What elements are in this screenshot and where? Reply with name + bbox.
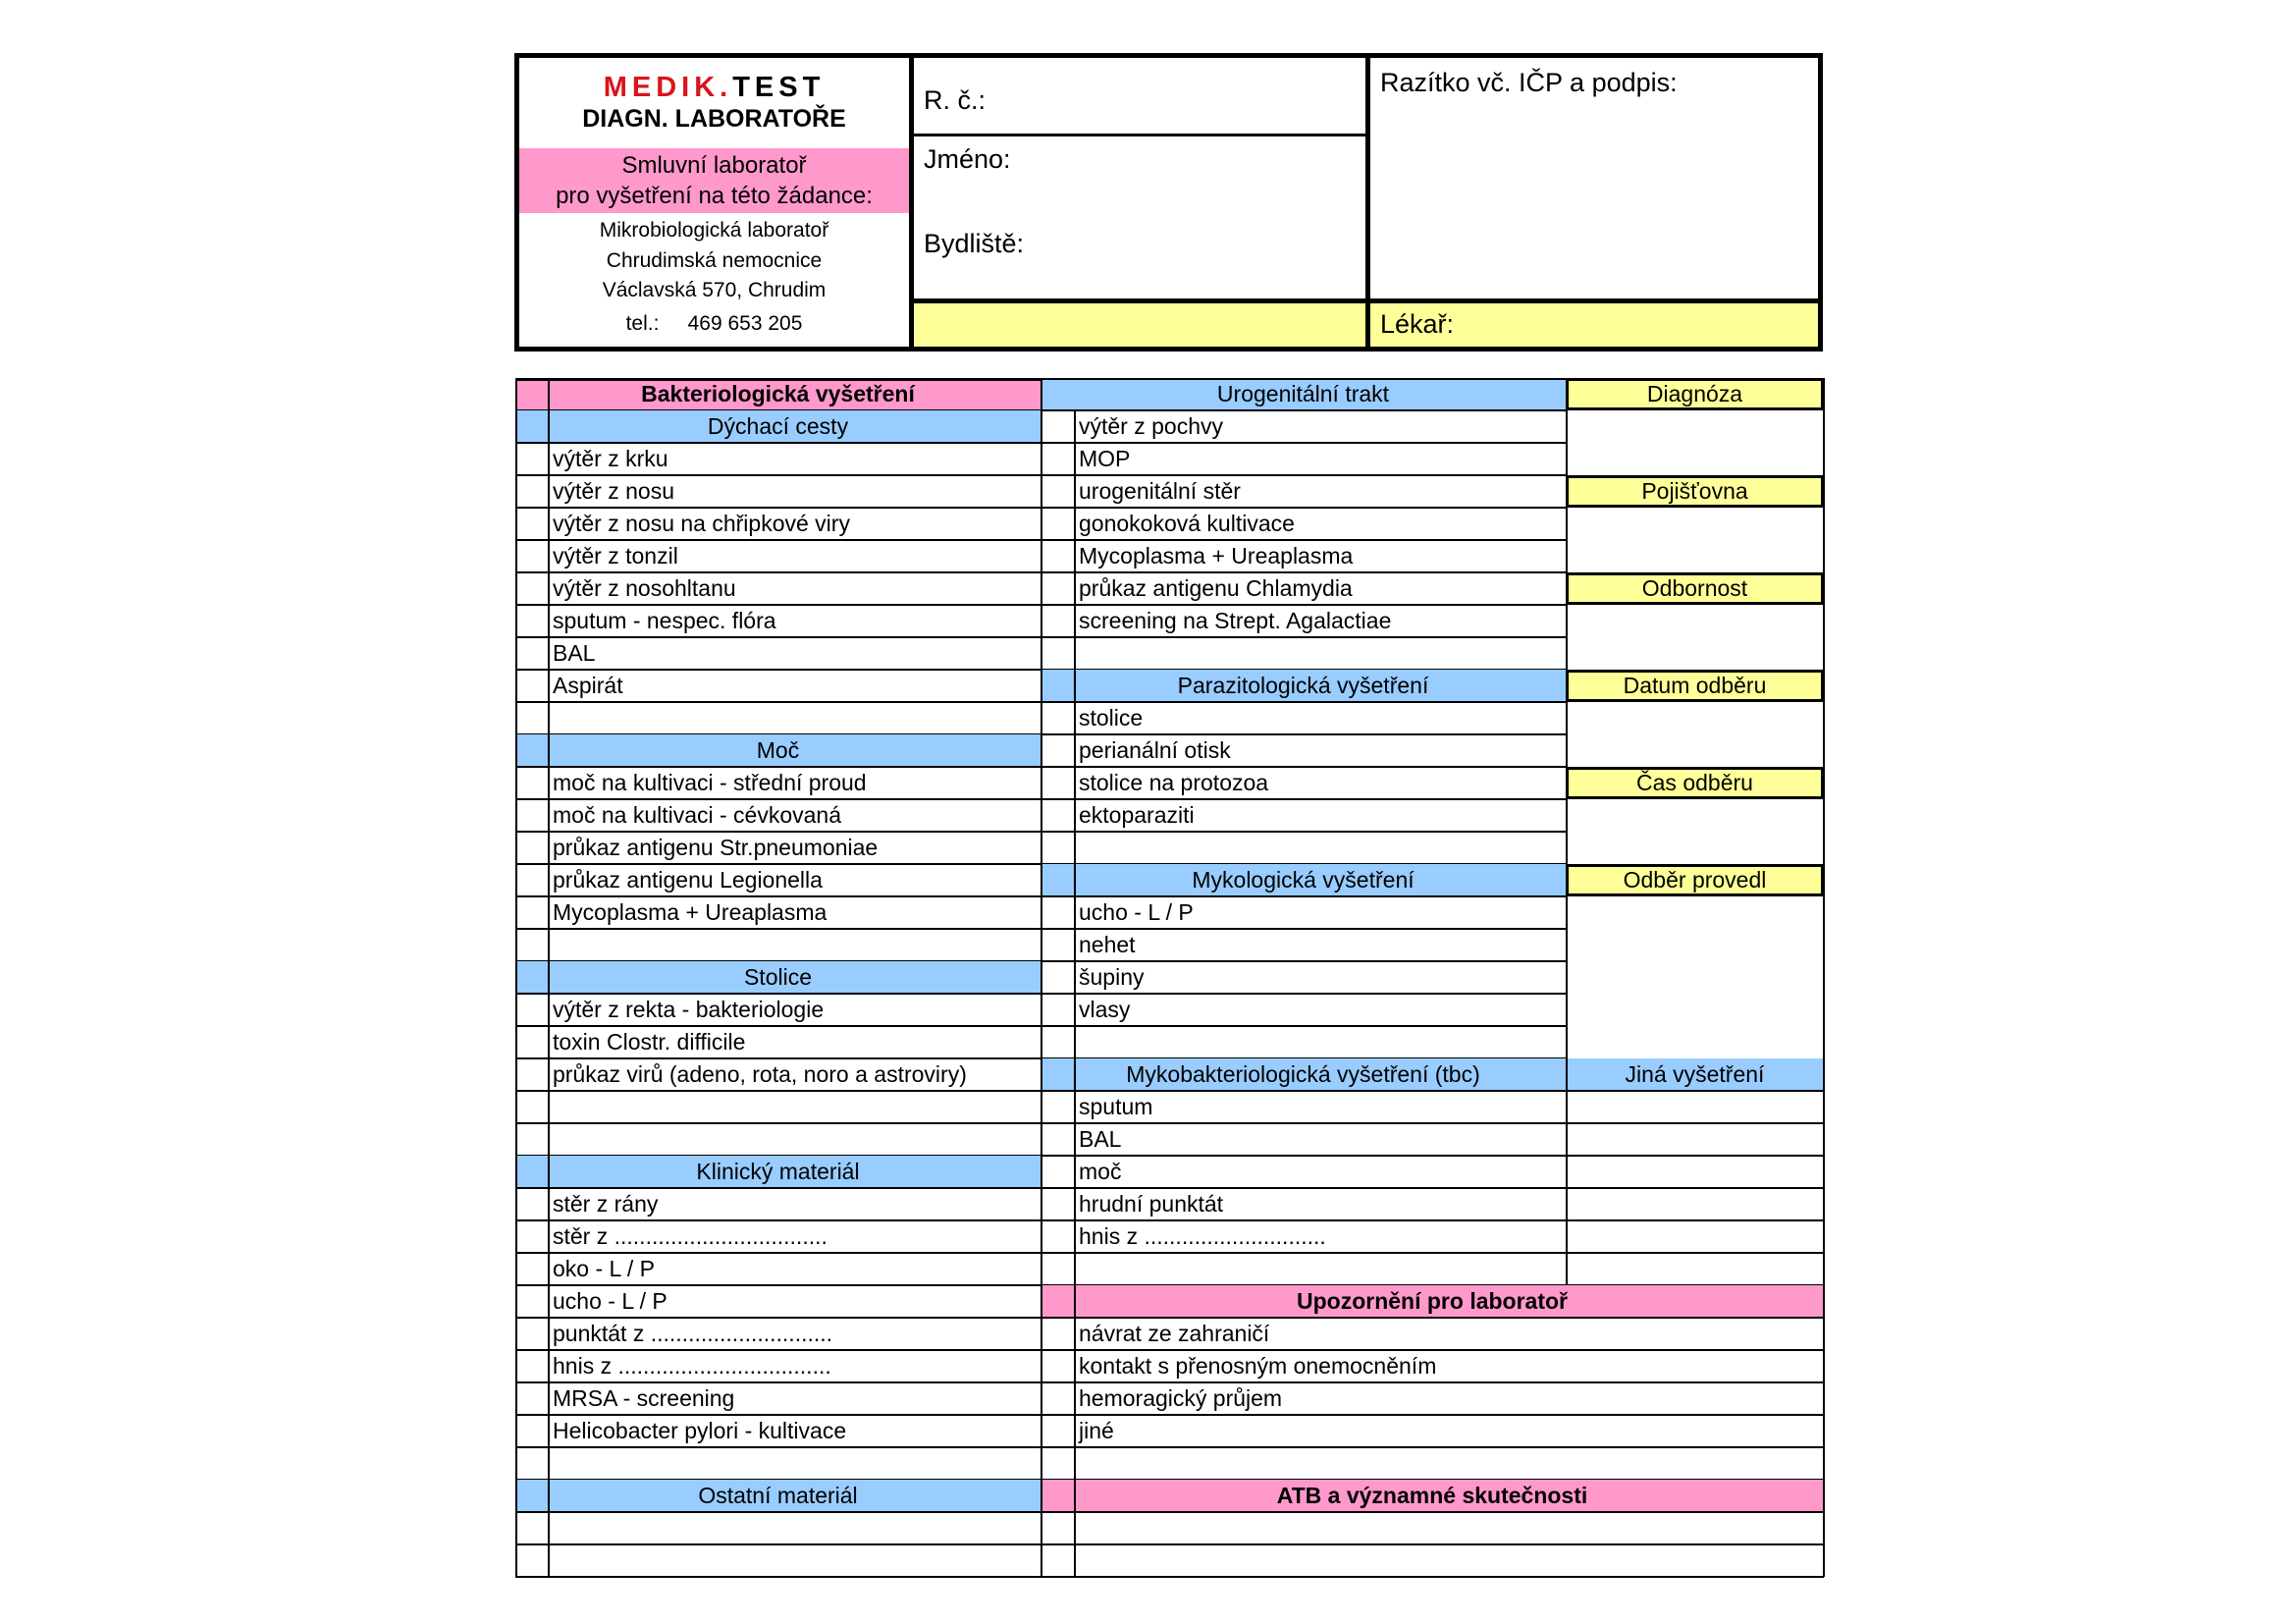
exam-item	[1074, 1253, 1566, 1285]
exam-checkbox[interactable]	[1041, 896, 1074, 929]
exam-item: nehet	[1079, 932, 1136, 957]
exam-item: hnis z .............................	[1079, 1223, 1326, 1249]
exam-checkbox[interactable]	[1041, 929, 1074, 961]
exam-checkbox[interactable]	[1041, 1220, 1074, 1253]
exam-item: MRSA - screening	[553, 1385, 735, 1411]
patient-extra-field[interactable]	[914, 303, 1365, 347]
exam-item: moč	[1079, 1159, 1122, 1184]
patient-info-box	[914, 58, 1370, 347]
notice-checkbox[interactable]	[1041, 1318, 1074, 1350]
bacteriology-header: Bakteriologická vyšetření	[515, 378, 1041, 410]
exam-item: vlasy	[1079, 997, 1131, 1022]
exam-item: ektoparaziti	[1079, 802, 1195, 828]
exam-item: ucho - L / P	[1079, 899, 1194, 925]
atb-checkbox[interactable]	[1041, 1544, 1074, 1577]
exam-checkbox[interactable]	[1041, 1253, 1074, 1285]
exam-checkbox[interactable]	[1041, 443, 1074, 475]
exam-item	[548, 1447, 1041, 1480]
laboratory-info-box	[519, 58, 914, 347]
exam-checkbox[interactable]	[515, 670, 548, 702]
column-divider	[1566, 378, 1568, 1285]
exam-item: oko - L / P	[553, 1256, 655, 1281]
notice-item: návrat ze zahraničí	[1079, 1321, 1270, 1346]
other-exam-row[interactable]	[1566, 1156, 1824, 1188]
exam-checkbox[interactable]	[515, 1318, 548, 1350]
field-label: Pojišťovna	[1641, 478, 1748, 504]
grid-border-left	[515, 378, 517, 1577]
exam-item: výtěr z nosu	[553, 478, 674, 504]
other-exam-row[interactable]	[1566, 1188, 1824, 1220]
exam-checkbox[interactable]	[1041, 994, 1074, 1026]
section-header: Parazitologická vyšetření	[1041, 670, 1566, 702]
row-divider	[1041, 1576, 1824, 1578]
section-header: Moč	[515, 734, 1041, 767]
field-input[interactable]	[1566, 702, 1824, 767]
exam-checkbox[interactable]	[515, 443, 548, 475]
section-header: Klinický materiál	[515, 1156, 1041, 1188]
column-divider	[1041, 378, 1042, 1577]
exam-item: výtěr z rekta - bakteriologie	[553, 997, 825, 1022]
section-header: Stolice	[515, 961, 1041, 994]
section-header: Urogenitální trakt	[1041, 378, 1566, 410]
exam-checkbox[interactable]	[515, 508, 548, 540]
exam-item	[1074, 1026, 1566, 1058]
notice-item	[1074, 1447, 1824, 1480]
field-label: Odběr provedl	[1623, 867, 1767, 893]
exam-item	[548, 1091, 1041, 1123]
exam-checkbox[interactable]	[1041, 734, 1074, 767]
notice-item: jiné	[1079, 1418, 1114, 1443]
exam-checkbox[interactable]	[515, 1382, 548, 1415]
exam-item: stolice	[1079, 705, 1144, 731]
grid-border-top-left	[515, 378, 1041, 381]
exam-checkbox[interactable]	[1041, 508, 1074, 540]
exam-checkbox[interactable]	[1041, 1026, 1074, 1058]
exam-item	[548, 929, 1041, 961]
exam-item: stolice na protozoa	[1079, 770, 1269, 795]
exam-item: výtěr z nosohltanu	[553, 575, 736, 601]
request-header	[514, 53, 1823, 352]
exam-checkbox[interactable]	[515, 702, 548, 734]
field-input[interactable]	[1566, 508, 1824, 572]
exam-item: stěr z ..................................	[553, 1223, 828, 1249]
field-input[interactable]	[1566, 896, 1824, 1058]
contract-lab-banner: Smluvní laboratoř pro vyšetření na této žádance:	[519, 148, 909, 213]
exam-item: šupiny	[1079, 964, 1145, 990]
exam-item: urogenitální stěr	[1079, 478, 1241, 504]
exam-item: hrudní punktát	[1079, 1191, 1224, 1217]
notice-checkbox[interactable]	[1041, 1415, 1074, 1447]
exam-item: punktát z .............................	[553, 1321, 833, 1346]
exam-item: moč na kultivaci - střední proud	[553, 770, 867, 795]
patient-name-address-field[interactable]	[914, 136, 1365, 303]
exam-item: gonokoková kultivace	[1079, 511, 1295, 536]
exam-item: Aspirát	[553, 673, 623, 698]
exam-checkbox[interactable]	[515, 1253, 548, 1285]
exam-checkbox[interactable]	[515, 572, 548, 605]
exam-checkbox[interactable]	[1041, 799, 1074, 832]
exam-item: toxin Clostr. difficile	[553, 1029, 746, 1055]
exam-checkbox[interactable]	[1041, 605, 1074, 637]
atb-item	[1074, 1512, 1824, 1544]
exam-item: sputum	[1079, 1094, 1153, 1119]
field-label: Datum odběru	[1623, 673, 1767, 698]
atb-item	[1074, 1544, 1824, 1577]
exam-item: perianální otisk	[1079, 737, 1231, 763]
exam-checkbox[interactable]	[1041, 540, 1074, 572]
row-divider	[515, 1576, 1041, 1578]
section-header: Mykologická vyšetření	[1041, 864, 1566, 896]
column-divider	[548, 378, 550, 1577]
exam-checkbox[interactable]	[515, 1026, 548, 1058]
exam-item: stěr z rány	[553, 1191, 659, 1217]
notice-checkbox[interactable]	[1041, 1447, 1074, 1480]
exam-checkbox[interactable]	[515, 475, 548, 508]
notice-checkbox[interactable]	[1041, 1382, 1074, 1415]
exam-item: výtěr z tonzil	[553, 543, 678, 568]
exam-checkbox[interactable]	[515, 767, 548, 799]
exam-checkbox[interactable]	[515, 929, 548, 961]
field-input[interactable]	[1566, 799, 1824, 864]
exam-item: moč na kultivaci - cévkovaná	[553, 802, 842, 828]
birth-number-field[interactable]: R. č.:	[914, 58, 1365, 136]
field-label: Čas odběru	[1636, 770, 1753, 795]
exam-checkbox[interactable]	[515, 896, 548, 929]
lab-notice-header: Upozornění pro laboratoř	[1041, 1285, 1824, 1318]
doctor-field[interactable]: Lékař:	[1370, 298, 1818, 347]
exam-checkbox[interactable]	[515, 540, 548, 572]
other-exam-row[interactable]	[1566, 1220, 1824, 1253]
other-exam-row[interactable]	[1566, 1253, 1824, 1285]
examination-grid	[515, 378, 1824, 1581]
exam-checkbox[interactable]	[1041, 961, 1074, 994]
exam-checkbox[interactable]	[1041, 702, 1074, 734]
field-input[interactable]	[1566, 410, 1824, 475]
exam-item: sputum - nespec. flóra	[553, 608, 776, 633]
exam-item: BAL	[1079, 1126, 1122, 1152]
exam-item: Helicobacter pylori - kultivace	[553, 1418, 847, 1443]
exam-checkbox[interactable]	[515, 799, 548, 832]
exam-item	[1074, 637, 1566, 670]
exam-checkbox[interactable]	[515, 1220, 548, 1253]
exam-checkbox[interactable]	[1041, 637, 1074, 670]
exam-checkbox[interactable]	[515, 637, 548, 670]
exam-checkbox[interactable]	[515, 1285, 548, 1318]
lab-phone: tel.: 469 653 205	[625, 312, 803, 335]
exam-checkbox[interactable]	[515, 1415, 548, 1447]
exam-checkbox[interactable]	[1041, 832, 1074, 864]
name-label: Jméno:	[924, 144, 1011, 174]
exam-item: výtěr z krku	[553, 446, 668, 471]
exam-item: průkaz virů (adeno, rota, noro a astroviry)	[553, 1061, 967, 1087]
notice-item: kontakt s přenosným onemocněním	[1079, 1353, 1437, 1379]
exam-item: hnis z ..................................	[553, 1353, 831, 1379]
atb-header: ATB a významné skutečnosti	[1041, 1480, 1824, 1512]
lab-logo: MEDIK.TEST	[603, 72, 826, 103]
stamp-signature-box[interactable]	[1370, 58, 1818, 347]
exam-checkbox[interactable]	[515, 1512, 548, 1544]
exam-checkbox[interactable]	[515, 832, 548, 864]
exam-item: MOP	[1079, 446, 1131, 471]
exam-item: výtěr z nosu na chřipkové viry	[553, 511, 850, 536]
field-input[interactable]	[1566, 605, 1824, 670]
field-label: Odbornost	[1641, 575, 1748, 601]
exam-item: Mycoplasma + Ureaplasma	[1079, 543, 1354, 568]
exam-item: výtěr z pochvy	[1079, 413, 1223, 439]
exam-checkbox[interactable]	[515, 1058, 548, 1091]
exam-checkbox[interactable]	[515, 864, 548, 896]
exam-checkbox[interactable]	[515, 1350, 548, 1382]
exam-item: ucho - L / P	[553, 1288, 667, 1314]
stamp-label: Razítko vč. IČP a podpis:	[1380, 68, 1678, 97]
notice-item: hemoragický průjem	[1079, 1385, 1283, 1411]
exam-item	[548, 702, 1041, 734]
lab-subtitle: DIAGN. LABORATOŘE	[582, 105, 846, 133]
exam-checkbox[interactable]	[1041, 1156, 1074, 1188]
field-label: Diagnóza	[1646, 381, 1743, 406]
exam-item	[548, 1512, 1041, 1544]
exam-checkbox[interactable]	[1041, 572, 1074, 605]
exam-item	[548, 1544, 1041, 1577]
lab-name: Mikrobiologická laboratoř	[599, 219, 829, 242]
exam-checkbox[interactable]	[1041, 1091, 1074, 1123]
address-label: Bydliště:	[924, 229, 1025, 258]
hospital-name: Chrudimská nemocnice	[606, 249, 823, 272]
exam-item	[548, 1123, 1041, 1156]
atb-checkbox[interactable]	[1041, 1512, 1074, 1544]
lab-address: Václavská 570, Chrudim	[602, 279, 827, 301]
exam-item	[1074, 832, 1566, 864]
exam-item: průkaz antigenu Legionella	[553, 867, 823, 893]
other-exam-row[interactable]	[1566, 1091, 1824, 1123]
exam-checkbox[interactable]	[515, 1544, 548, 1577]
exam-item: průkaz antigenu Str.pneumoniae	[553, 835, 879, 860]
exam-checkbox[interactable]	[515, 1188, 548, 1220]
exam-checkbox[interactable]	[1041, 410, 1074, 443]
exam-checkbox[interactable]	[1041, 1188, 1074, 1220]
exam-item: screening na Strept. Agalactiae	[1079, 608, 1392, 633]
exam-checkbox[interactable]	[515, 605, 548, 637]
notice-checkbox[interactable]	[1041, 1350, 1074, 1382]
other-exam-row[interactable]	[1566, 1123, 1824, 1156]
exam-checkbox[interactable]	[515, 1091, 548, 1123]
exam-item: Mycoplasma + Ureaplasma	[553, 899, 828, 925]
section-header: Dýchací cesty	[515, 410, 1041, 443]
exam-item: průkaz antigenu Chlamydia	[1079, 575, 1353, 601]
exam-item: BAL	[553, 640, 596, 666]
exam-checkbox[interactable]	[1041, 475, 1074, 508]
grid-border-right	[1823, 378, 1825, 1577]
column-divider	[1074, 410, 1076, 1577]
section-header: Ostatní materiál	[515, 1480, 1041, 1512]
other-exams-header: Jiná vyšetření	[1566, 1058, 1824, 1091]
section-header: Mykobakteriologická vyšetření (tbc)	[1041, 1058, 1566, 1091]
exam-checkbox[interactable]	[1041, 767, 1074, 799]
exam-checkbox[interactable]	[515, 1447, 548, 1480]
exam-checkbox[interactable]	[515, 994, 548, 1026]
exam-checkbox[interactable]	[1041, 1123, 1074, 1156]
exam-checkbox[interactable]	[515, 1123, 548, 1156]
